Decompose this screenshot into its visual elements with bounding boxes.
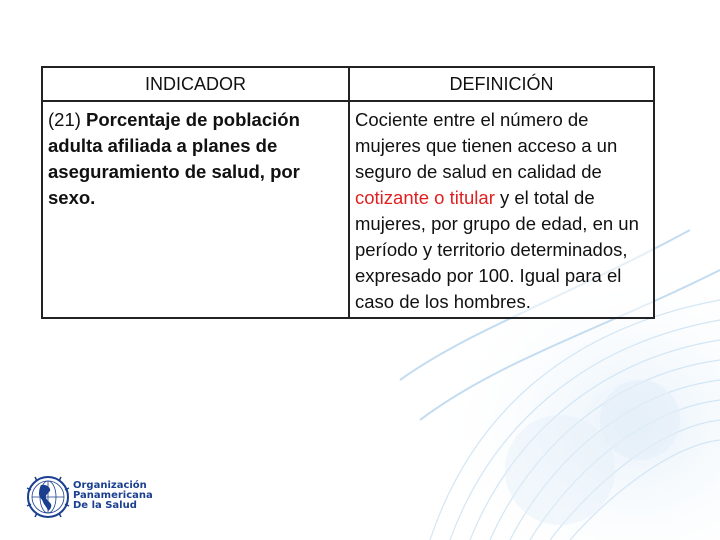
logo-line-2: Panamericana bbox=[73, 490, 153, 501]
definition-text-end: y el total de mujeres, por grupo de edad, en un período y territorio determinados, expresado por 100. Igual para el caso de los hombres. bbox=[355, 187, 639, 312]
table-row bbox=[42, 101, 654, 318]
definition-text-start: Cociente entre el número de mujeres que tienen acceso a un seguro de salud en calidad de bbox=[355, 109, 618, 182]
header-indicator: INDICADOR bbox=[42, 67, 349, 101]
logo-text bbox=[73, 481, 153, 511]
globe-icon bbox=[25, 474, 71, 520]
logo-line-1: Organización bbox=[73, 480, 147, 491]
indicator-definition-table bbox=[41, 66, 655, 319]
definition-highlight: cotizante o titular bbox=[355, 187, 495, 208]
logo-line-3: De la Salud bbox=[73, 500, 137, 511]
paho-logo bbox=[25, 474, 185, 524]
indicator-text: Porcentaje de población adulta afiliada a planes de aseguramiento de salud, por sexo. bbox=[48, 109, 300, 208]
header-definition: DEFINICIÓN bbox=[349, 67, 654, 101]
indicator-number: (21) bbox=[48, 109, 81, 130]
indicator-cell bbox=[42, 101, 349, 318]
definition-cell bbox=[349, 101, 654, 318]
table-header-row bbox=[42, 67, 654, 101]
